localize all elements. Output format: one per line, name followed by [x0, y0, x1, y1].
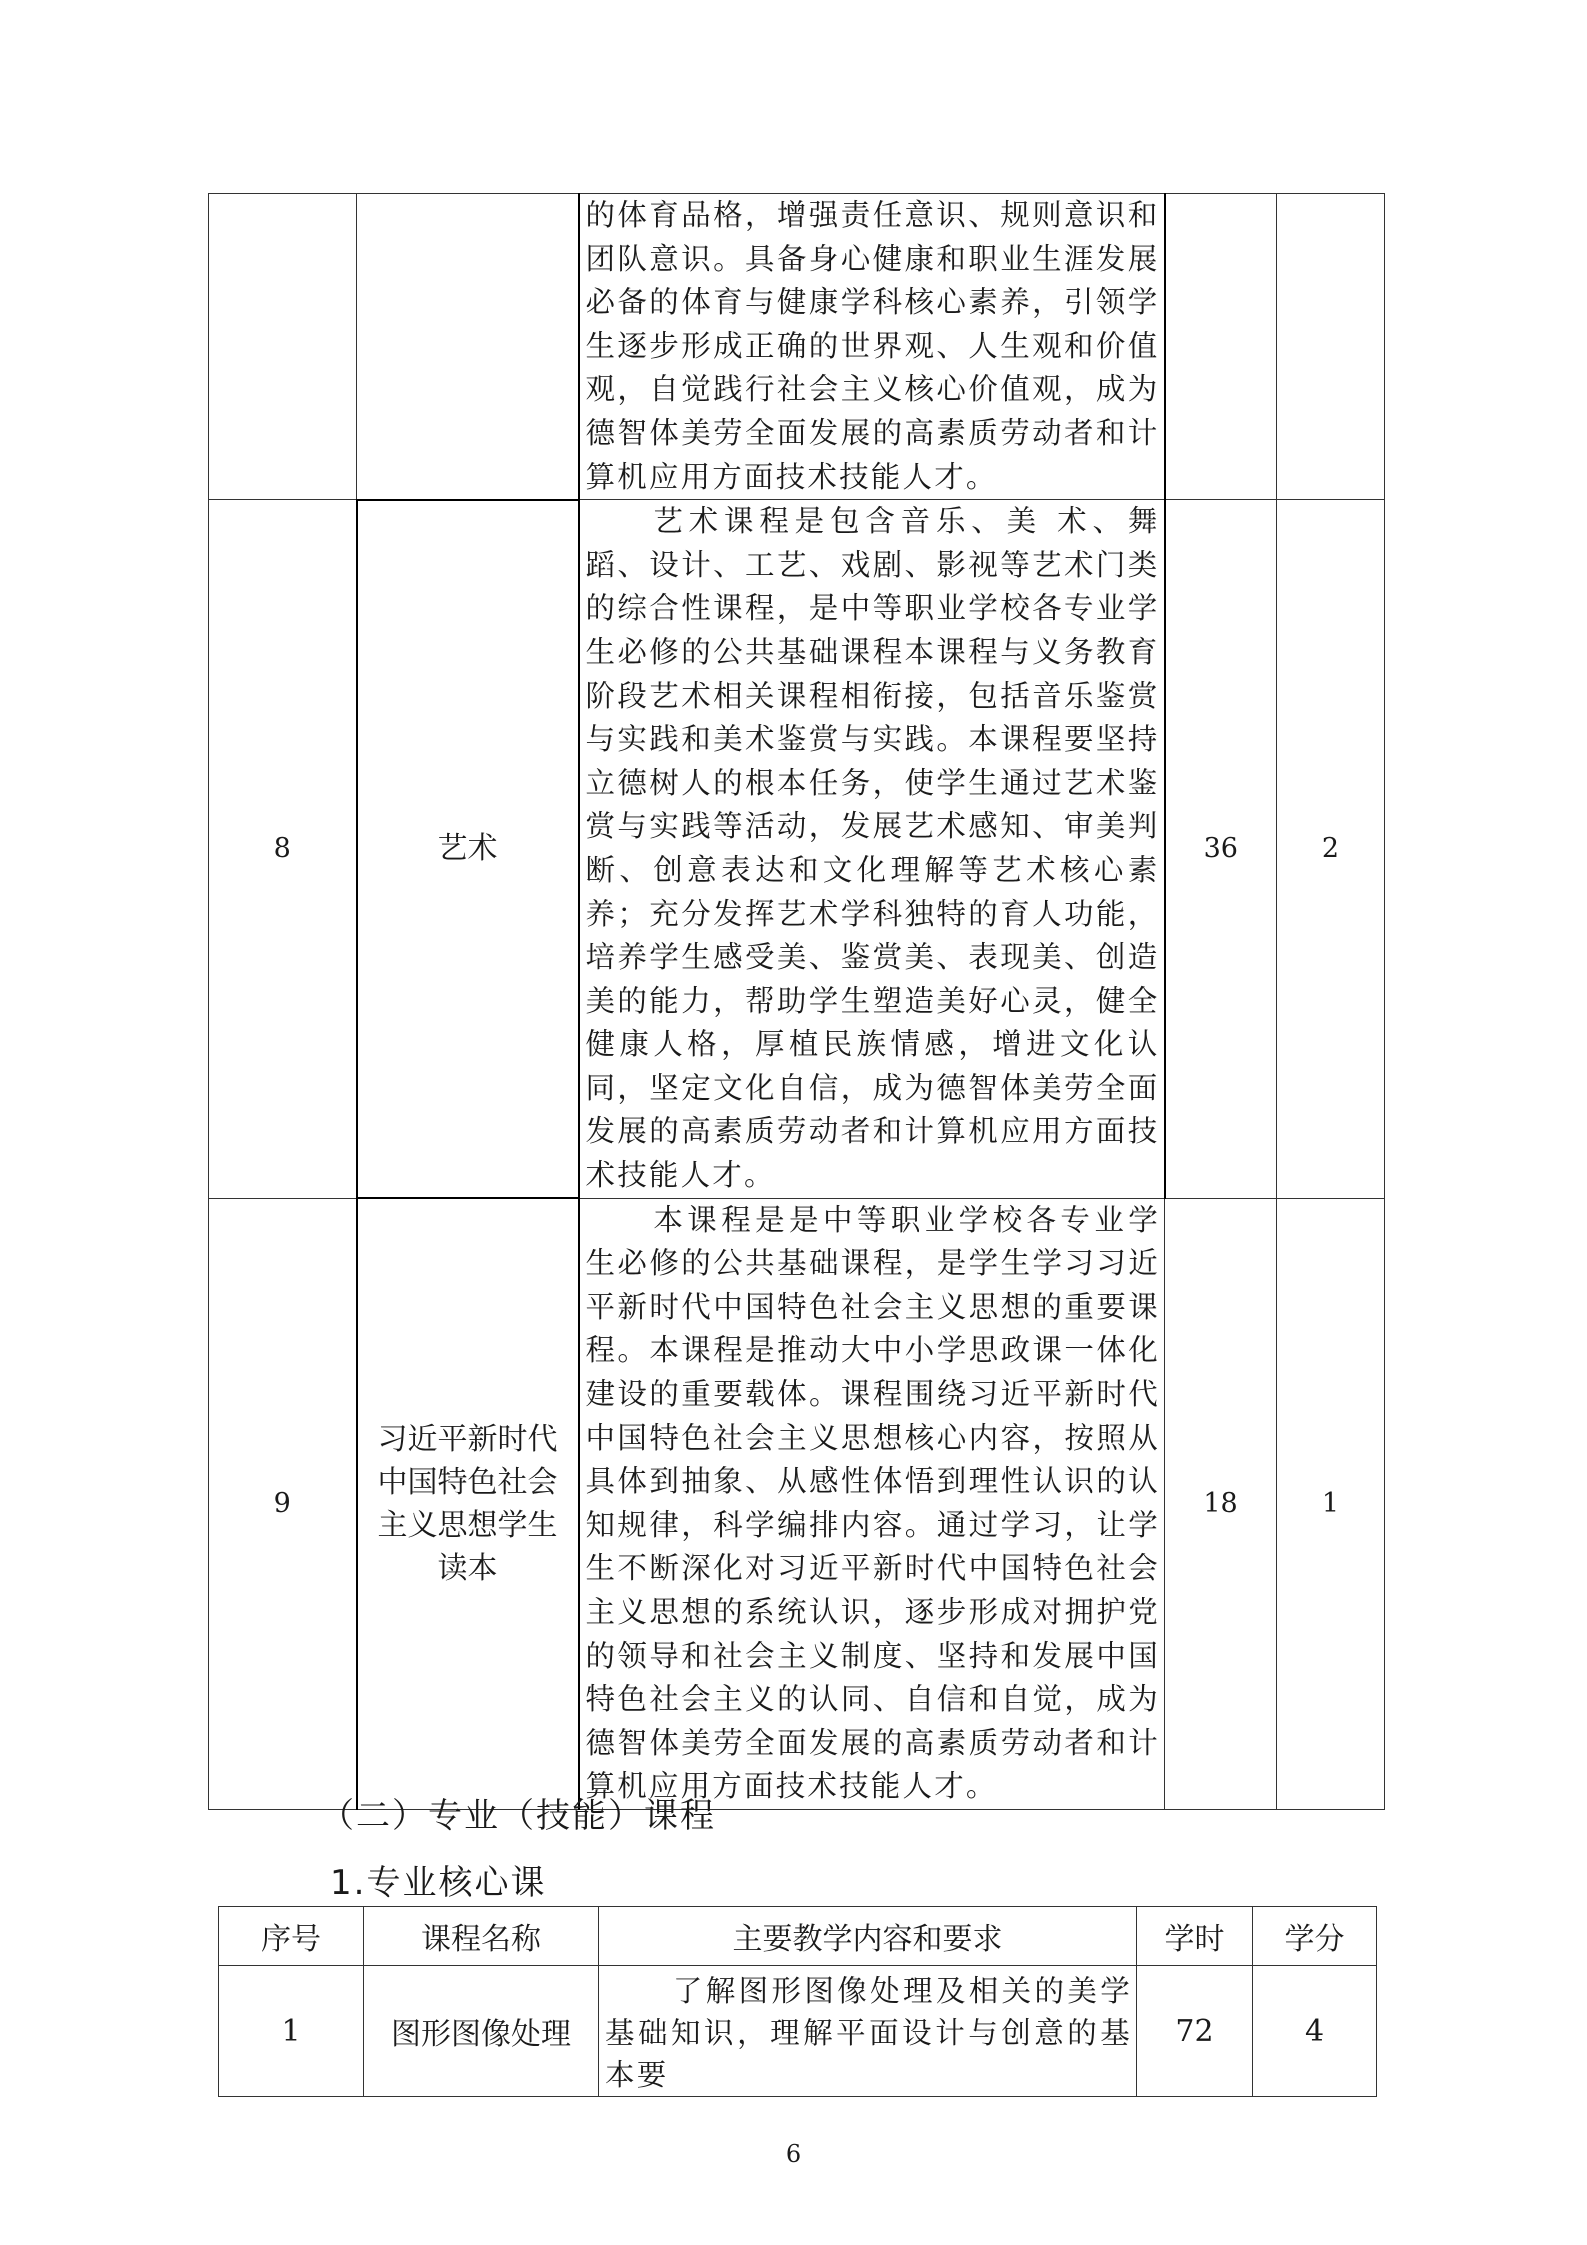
hours-cell: 72: [1137, 1966, 1253, 2097]
table-row: [219, 1966, 1377, 2097]
credits-cell: [1277, 194, 1385, 500]
course-name-cell: 图形图像处理: [364, 1966, 599, 2097]
subsection-heading: 1.专业核心课: [330, 1863, 547, 1903]
section-heading: （二）专业（技能）课程: [320, 1796, 716, 1836]
curriculum-table-continued: [208, 193, 1385, 1810]
core-courses-table: [218, 1906, 1377, 2097]
credits-cell: 4: [1253, 1966, 1377, 2097]
course-name-cell: 艺术: [357, 500, 579, 1199]
row-index-cell: 1: [219, 1966, 364, 2097]
course-description-cell: [579, 194, 1165, 500]
course-name-cell: [357, 194, 579, 500]
course-description-text: 本课程是是中等职业学校各专业学生必修的公共基础课程，是学生学习习近平新时代中国特色社会主义思想的重要课程。本课程是推动大中小学思政课一体化建设的重要载体。课程围绕习近平新时代中国特色社会主义思想核心内容，按照从具体到抽象、从感性体悟到理性认识的认知规律，科学编排内容。通过学习，让学生不断深化对习近平新时代中国特色社会主义思想的系统认识，逐步形成对拥护党的领导和社会主义制度、坚持和发展中国特色社会主义的认同、自信和自觉，成为德智体美劳全面发展的高素质劳动者和计算机应用方面技术技能人才。: [585, 1202, 1160, 1804]
hours-cell: 18: [1165, 1198, 1277, 1809]
row-index-cell: 8: [209, 500, 357, 1199]
table-header-row: [219, 1907, 1377, 1966]
course-description-text: 了解图形图像处理及相关的美学基础知识，理解平面设计与创意的基本要: [605, 1974, 1132, 2092]
credits-cell: 1: [1277, 1198, 1385, 1809]
course-description-cell: [579, 1198, 1165, 1809]
row-index-cell: [209, 194, 357, 500]
header-description: 主要教学内容和要求: [599, 1907, 1137, 1966]
header-hours: 学时: [1137, 1907, 1253, 1966]
course-description-cell: [579, 500, 1165, 1199]
course-description-text: 艺术课程是包含音乐、美 术、舞蹈、设计、工艺、戏剧、影视等艺术门类的综合性课程，是中等职业学校各专业学生必修的公共基础课程本课程与义务教育阶段艺术相关课程相衔接，包括音乐鉴赏与实践和美术鉴赏与实践。本课程要坚持立德树人的根本任务，使学生通过艺术鉴赏与实践等活动，发展艺术感知、审美判断、创意表达和文化理解等艺术核心素养；充分发挥艺术学科独特的育人功能，培养学生感受美、鉴赏美、表现美、创造美的能力，帮助学生塑造美好心灵，健全健康人格，厚植民族情感，增进文化认同，坚定文化自信，成为德智体美劳全面发展的高素质劳动者和计算机应用方面技术技能人才。: [585, 504, 1160, 1193]
table-row: [209, 1198, 1385, 1809]
hours-cell: 36: [1165, 500, 1277, 1199]
table-row: [209, 194, 1385, 500]
header-credits: 学分: [1253, 1907, 1377, 1966]
page-number: 6: [785, 2140, 802, 2168]
row-index-cell: 9: [209, 1198, 357, 1809]
header-course-name: 课程名称: [364, 1907, 599, 1966]
hours-cell: [1165, 194, 1277, 500]
course-name-cell: 习近平新时代中国特色社会主义思想学生读本: [357, 1198, 579, 1809]
course-description-text: 的体育品格，增强责任意识、规则意识和团队意识。具备身心健康和职业生涯发展必备的体育与健康学科核心素养，引领学生逐步形成正确的世界观、人生观和价值观，自觉践行社会主义核心价值观，成为德智体美劳全面发展的高素质劳动者和计算机应用方面技术技能人才。: [585, 198, 1160, 494]
course-description-cell: [599, 1966, 1137, 2097]
table-row: [209, 500, 1385, 1199]
credits-cell: 2: [1277, 500, 1385, 1199]
header-index: 序号: [219, 1907, 364, 1966]
